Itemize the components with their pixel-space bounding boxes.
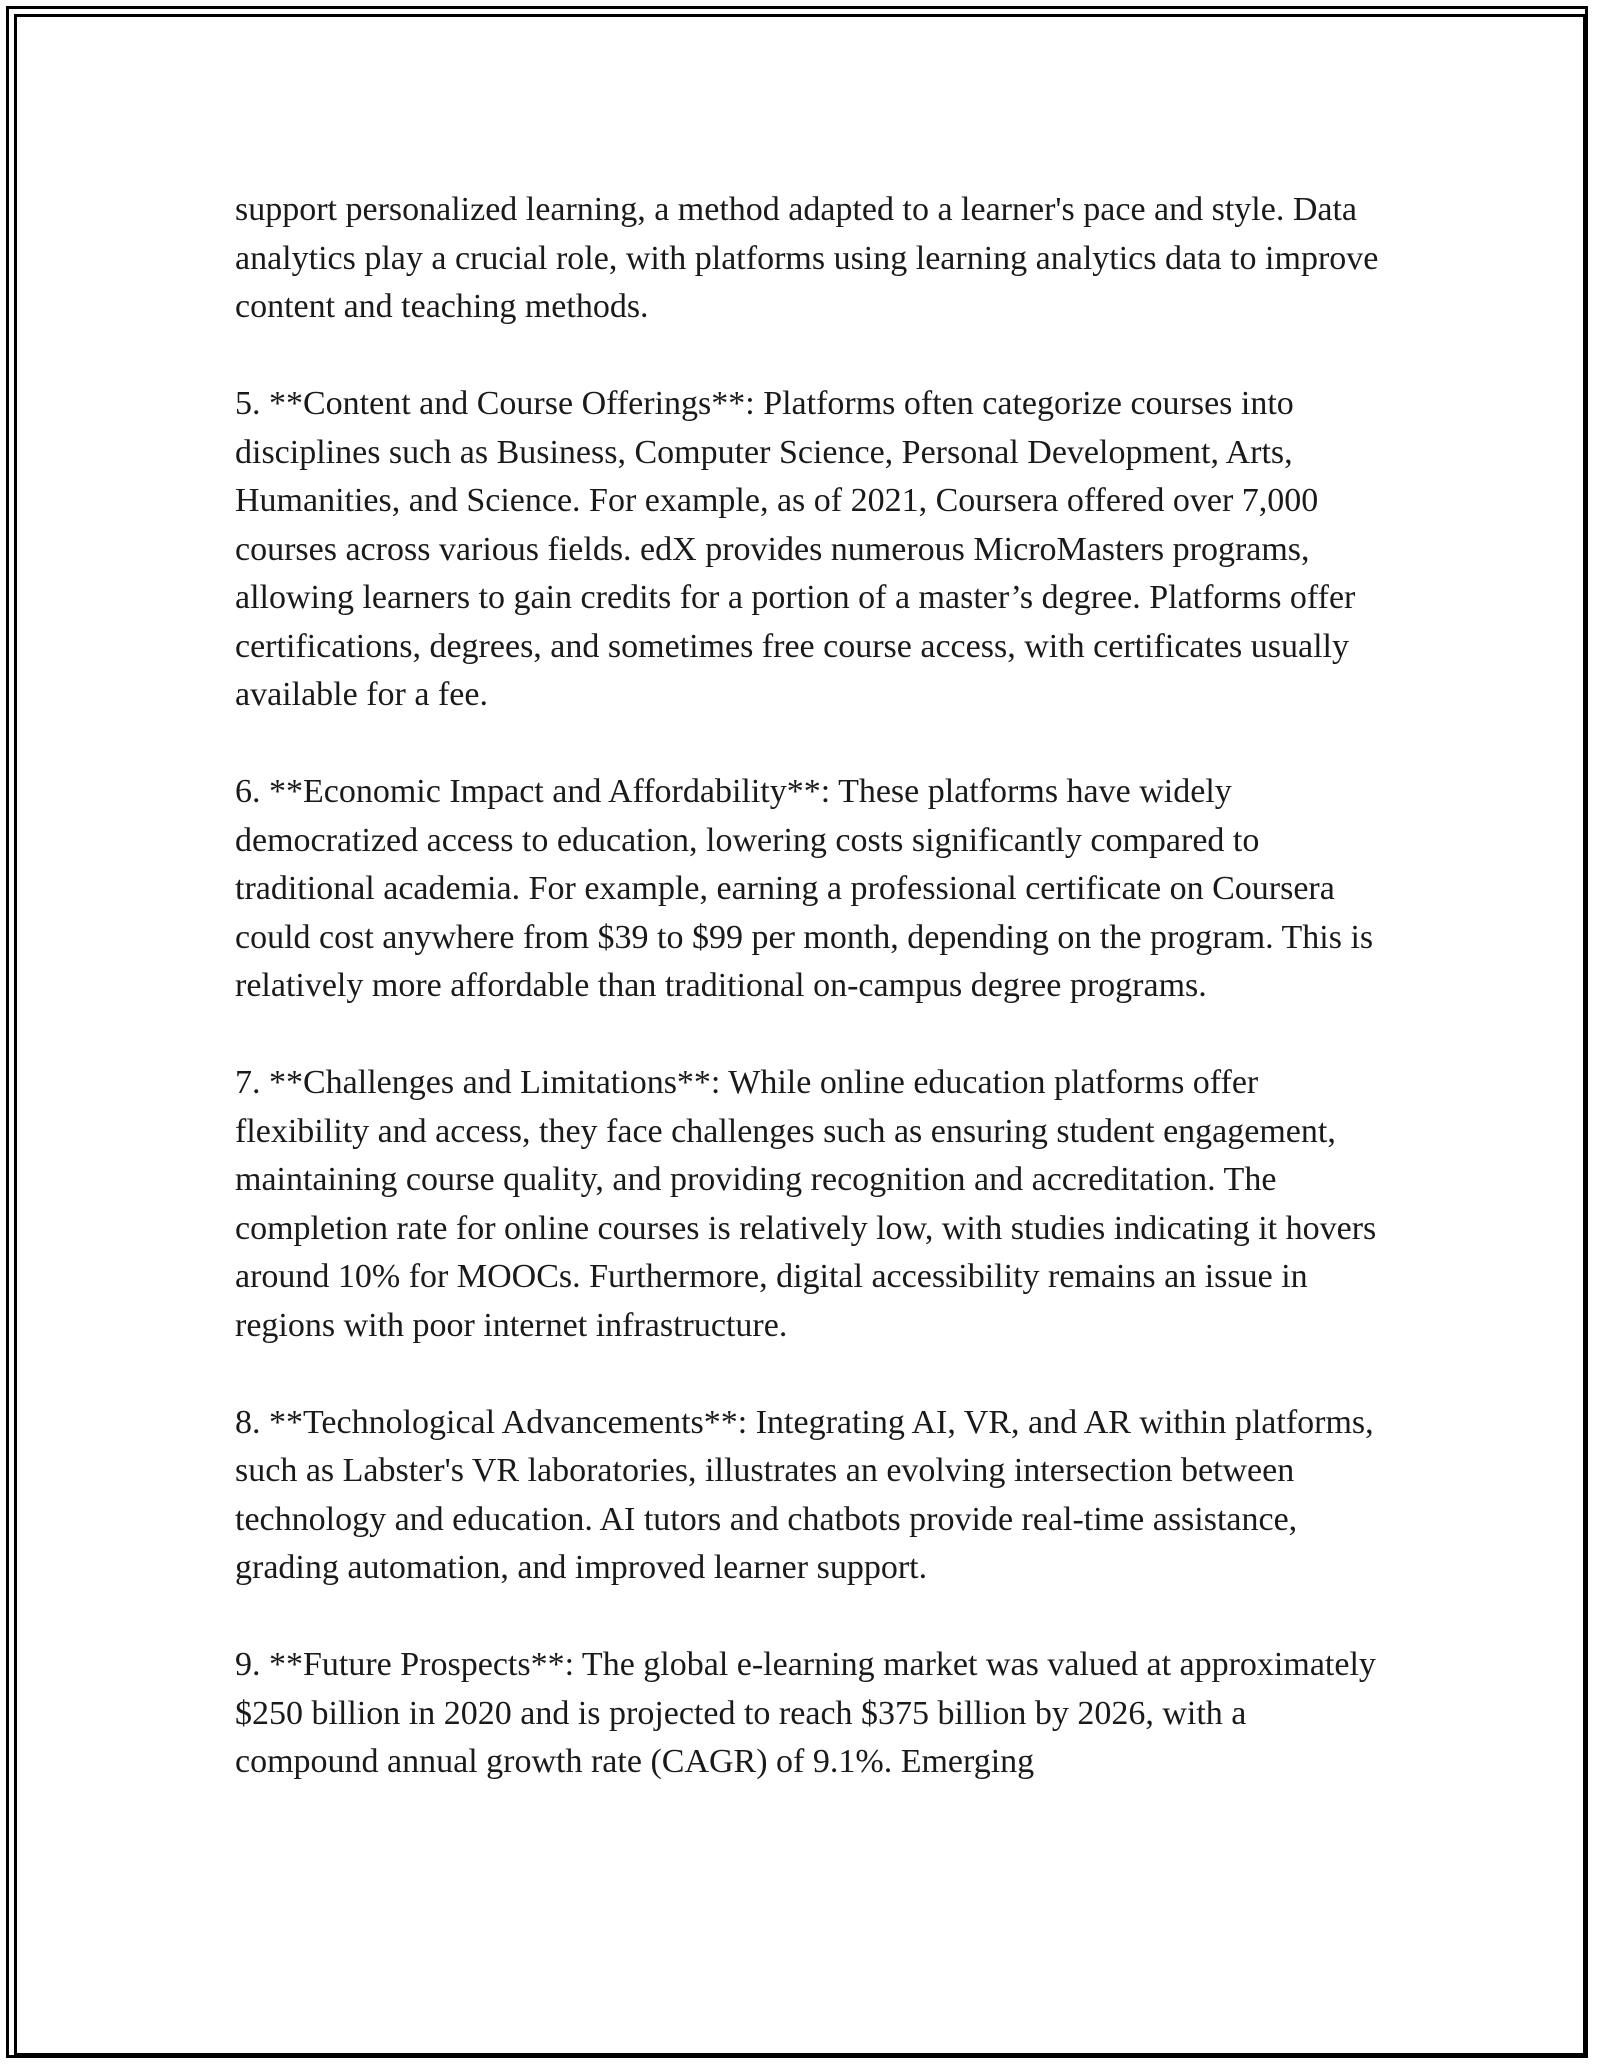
document-body	[235, 186, 1395, 1787]
paragraph-economic-impact: 6. **Economic Impact and Affordability**: These platforms have widely democratized access to education, lowering costs significantly compared to traditional academia. For example, earning a professional certificate on Coursera could cost anywhere from $39 to $99 per month, depending on the program. This is relatively more affordable than traditional on-campus degree programs.	[235, 773, 1374, 1004]
paragraph-future-prospects: 9. **Future Prospects**: The global e-learning market was valued at approximately $250 billion in 2020 and is projected to reach $375 billion by 2026, with a compound annual growth rate (CAGR) of 9.1%. Emerging	[235, 1646, 1376, 1780]
paragraph-content-offerings: 5. **Content and Course Offerings**: Platforms often categorize courses into disciplines such as Business, Computer Science, Personal Development, Arts, Humanities, and Science. For example, as of 2021, Coursera offered over 7,000 courses across various fields. edX provides numerous MicroMasters programs, allowing learners to gain credits for a portion of a master’s degree. Platforms offer certifications, degrees, and sometimes free course access, with certificates usually available for a fee.	[235, 385, 1356, 713]
paragraph-personalized-learning: support personalized learning, a method adapted to a learner's pace and style. Data analytics play a crucial role, with platforms using learning analytics data to improve content and teaching methods.	[235, 191, 1379, 325]
paragraph-technological-advancements: 8. **Technological Advancements**: Integrating AI, VR, and AR within platforms, such as Labster's VR laboratories, illustrates an evolving intersection between technology and education. AI tutors and chatbots provide real-time assistance, grading automation, and improved learner support.	[235, 1403, 1374, 1586]
paragraph-challenges: 7. **Challenges and Limitations**: While online education platforms offer flexibility and access, they face challenges such as ensuring student engagement, maintaining course quality, and providing recognition and accreditation. The completion rate for online courses is relatively low, with studies indicating it hovers around 10% for MOOCs. Furthermore, digital accessibility remains an issue in regions with poor internet infrastructure.	[235, 1064, 1377, 1344]
